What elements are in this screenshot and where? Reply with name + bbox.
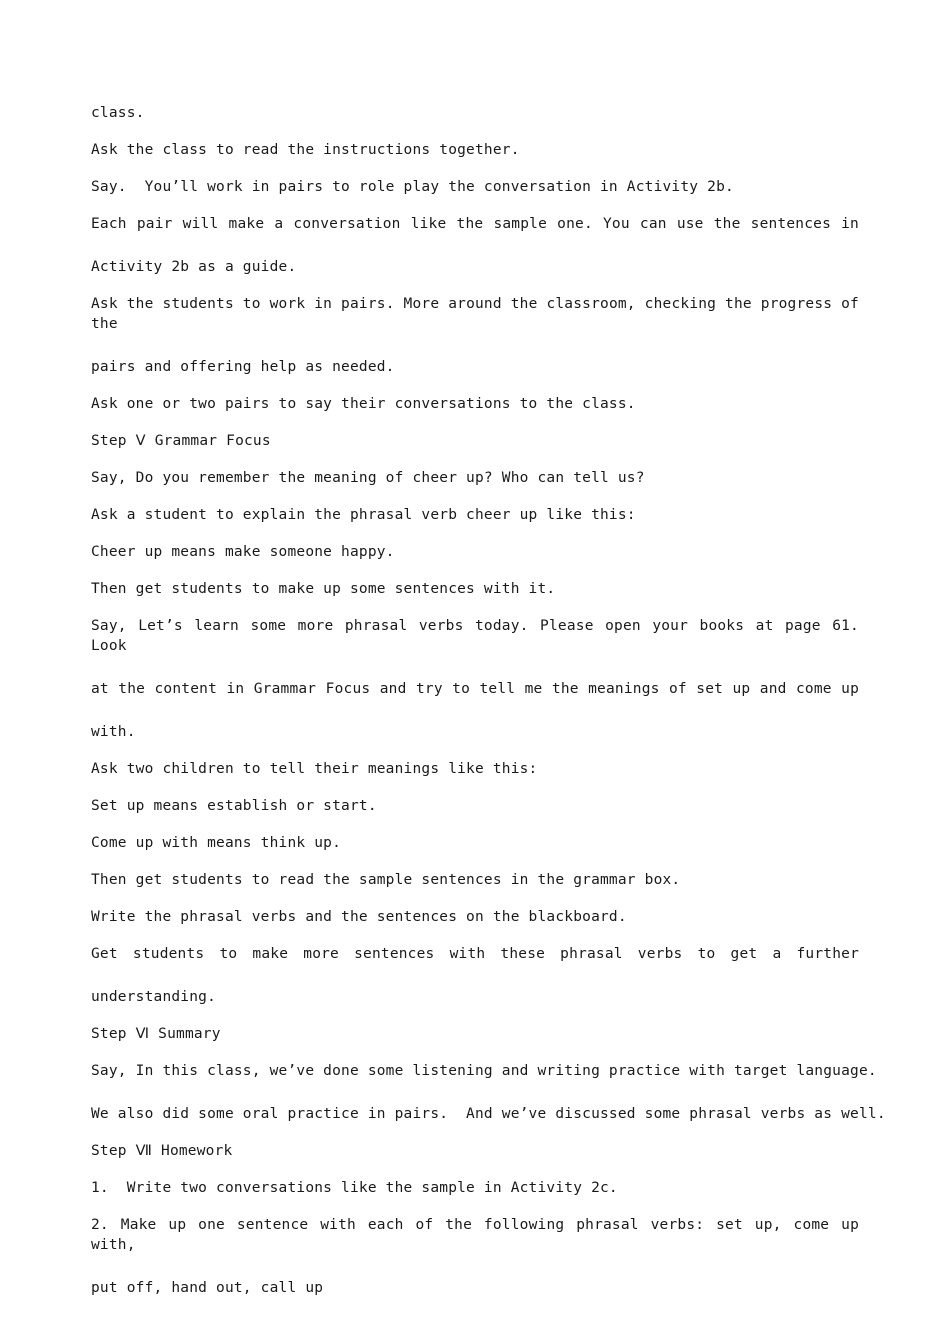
text-line-15: at the content in Grammar Focus and try to tell me the meanings of set up and come up: [91, 681, 859, 697]
text-line-18: Set up means establish or start.: [91, 798, 377, 814]
text-line-11: Ask a student to explain the phrasal verb cheer up like this:: [91, 507, 636, 523]
text-line-2: Ask the class to read the instructions together.: [91, 142, 520, 158]
text-line-20: Then get students to read the sample sentences in the grammar box.: [91, 872, 681, 888]
text-line-10: Say, Do you remember the meaning of cheer up? Who can tell us?: [91, 470, 645, 486]
step-heading-summary: Step Ⅵ Summary: [91, 1026, 221, 1042]
homework-item-2-continued: put off, hand out, call up: [91, 1280, 324, 1296]
text-line-26: We also did some oral practice in pairs. And we’ve discussed some phrasal verbs as well.: [91, 1106, 886, 1122]
homework-item-2: 2. Make up one sentence with each of the following phrasal verbs: set up, come up with,: [91, 1217, 859, 1253]
text-line-16: with.: [91, 724, 136, 740]
text-line-22: Get students to make more sentences with these phrasal verbs to get a further: [91, 946, 859, 962]
text-line-25: Say, In this class, we’ve done some listening and writing practice with target language.: [91, 1063, 877, 1079]
homework-item-1: 1. Write two conversations like the sample in Activity 2c.: [91, 1180, 618, 1196]
text-line-13: Then get students to make up some sentences with it.: [91, 581, 556, 597]
text-line-23: understanding.: [91, 989, 217, 1005]
text-line-4: Each pair will make a conversation like the sample one. You can use the sentences in: [91, 216, 859, 232]
step-heading-homework: Step Ⅶ Homework: [91, 1143, 233, 1159]
text-line-8: Ask one or two pairs to say their conversations to the class.: [91, 396, 636, 412]
text-line-12: Cheer up means make someone happy.: [91, 544, 395, 560]
text-line-19: Come up with means think up.: [91, 835, 342, 851]
text-line-14: Say, Let’s learn some more phrasal verbs today. Please open your books at page 61. Look: [91, 618, 859, 654]
text-line-3: Say. You’ll work in pairs to role play the conversation in Activity 2b.: [91, 179, 734, 195]
text-line-21: Write the phrasal verbs and the sentences on the blackboard.: [91, 909, 627, 925]
text-line-1: class.: [91, 105, 145, 121]
text-line-5: Activity 2b as a guide.: [91, 259, 297, 275]
step-heading-grammar-focus: Step Ⅴ Grammar Focus: [91, 433, 271, 449]
text-line-6: Ask the students to work in pairs. More around the classroom, checking the progress of the: [91, 296, 859, 332]
document-page: [91, 100, 886, 1298]
text-line-7: pairs and offering help as needed.: [91, 359, 395, 375]
text-line-17: Ask two children to tell their meanings like this:: [91, 761, 538, 777]
